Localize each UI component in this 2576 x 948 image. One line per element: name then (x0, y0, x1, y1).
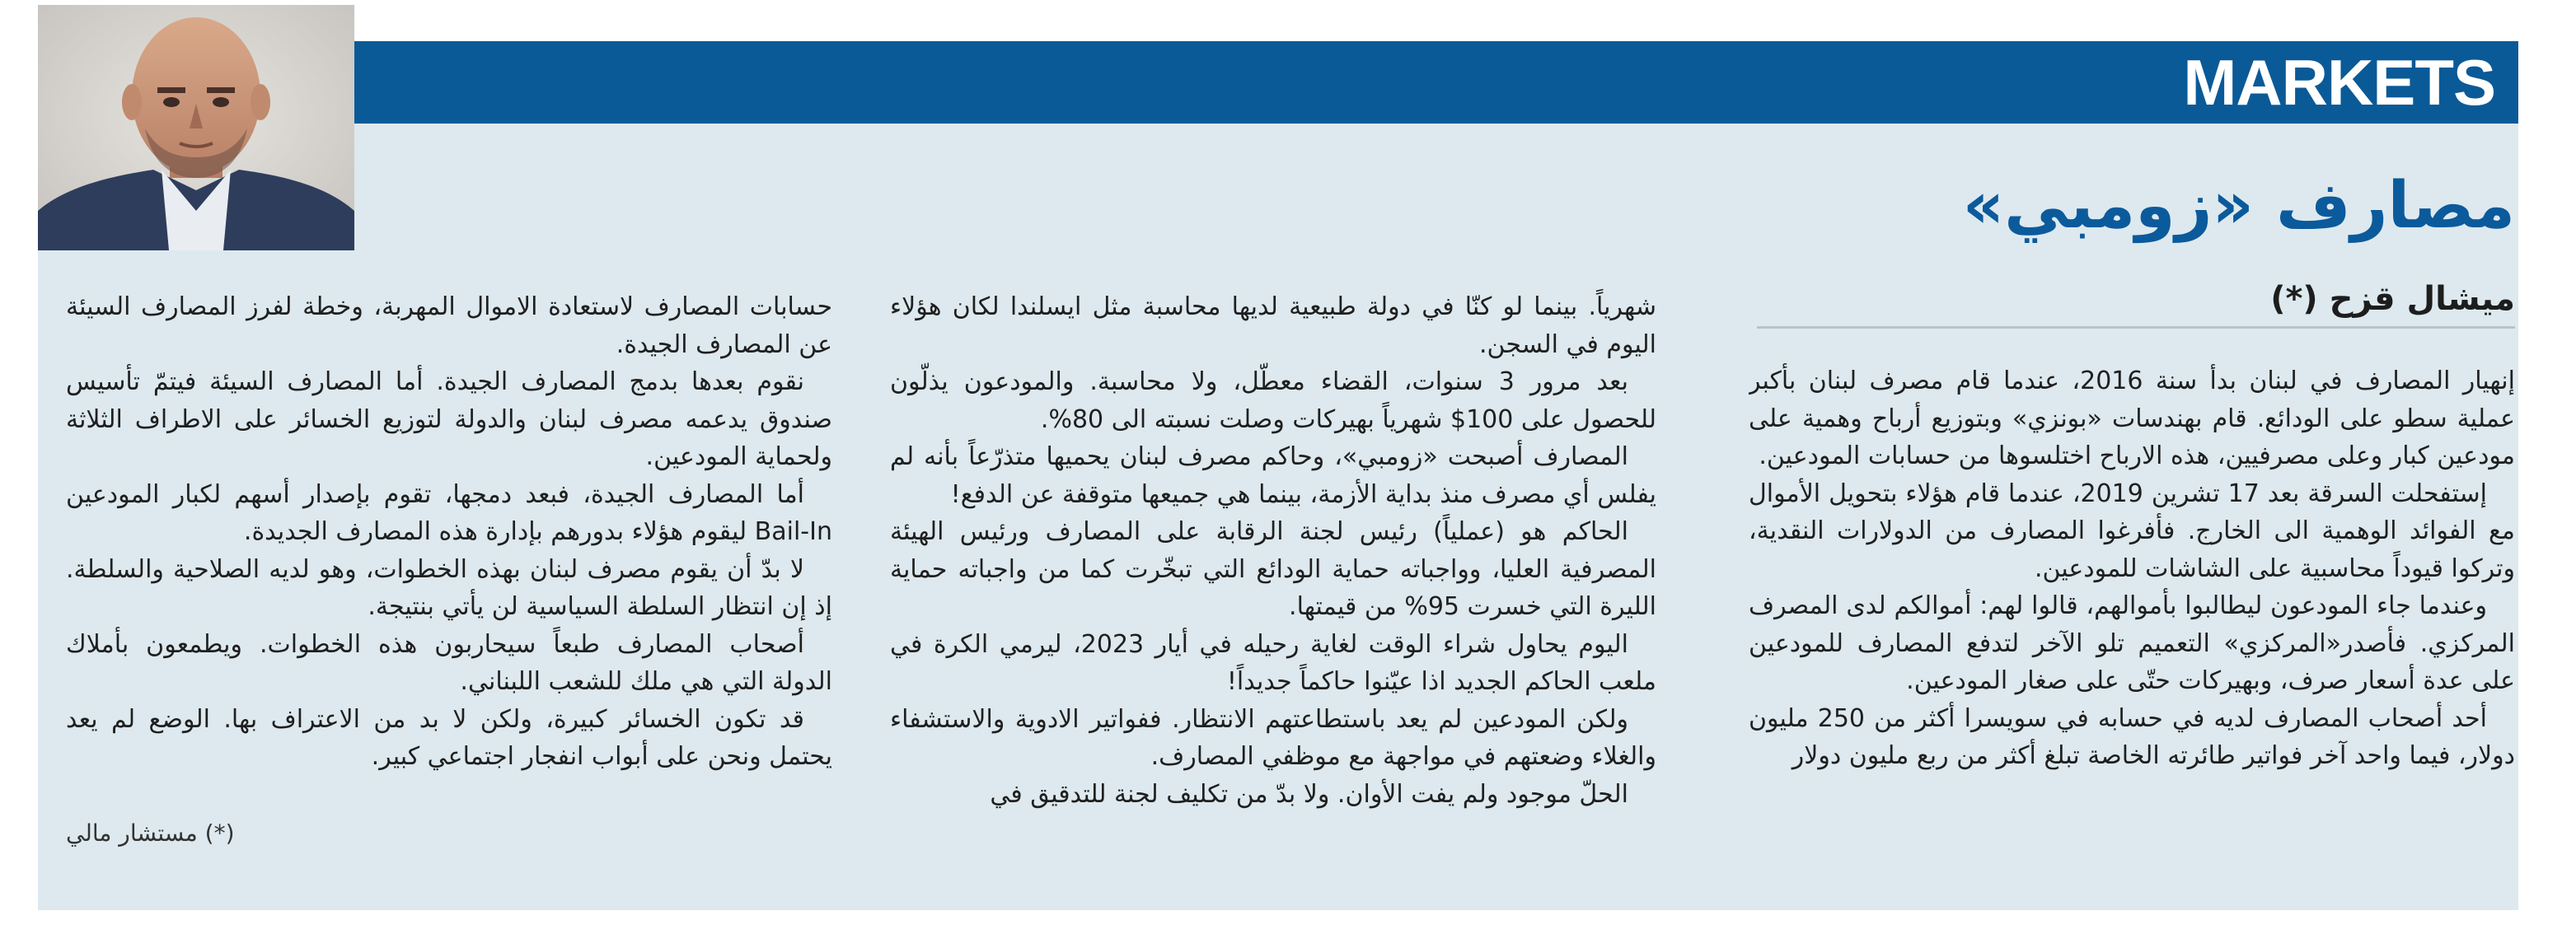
paragraph: إستفحلت السرقة بعد 17 تشرين 2019، عندما قام هؤلاء بتحويل الأموال مع الفوائد الوهمية الى الخارج. فأفرغوا المصارف من الدولارات النقدية، وتركوا قيوداً محاسبية على الشاشات للمودعين. (1749, 479, 2515, 583)
paragraph: أحد أصحاب المصارف لديه في حسابه في سويسرا أكثر من 250 مليون دولار، فيما واحد آخر فواتير طائرته الخاصة تبلغ أكثر من ربع مليون دولار (1749, 703, 2515, 770)
paragraph: الحلّ موجود ولم يفت الأوان. ولا بدّ من تكليف لجنة للتدقيق في (990, 779, 1628, 809)
headline: مصارف «زومبي» (1962, 169, 2515, 243)
paragraph: لا بدّ أن يقوم مصرف لبنان بهذه الخطوات، وهو لديه الصلاحية والسلطة. إذ إن انتظار السلطة السياسية لن يأتي بنتيجة. (66, 554, 832, 621)
paragraph: أما المصارف الجيدة، فبعد دمجها، تقوم بإصدار أسهم لكبار المودعين Bail-In ليقوم هؤلاء بدورهم بإدارة هذه المصارف الجديدة. (66, 479, 832, 546)
paragraph: أصحاب المصارف طبعاً سيحاربون هذه الخطوات. ويطمعون بأملاك الدولة التي هي ملك للشعب اللبناني. (66, 629, 832, 696)
author-footnote: (*) مستشار مالي (66, 820, 235, 847)
section-title: MARKETS (2183, 46, 2495, 119)
author-photo (38, 5, 354, 250)
article-column-2 (890, 288, 1656, 873)
paragraph: الحاكم هو (عملياً) رئيس لجنة الرقابة على المصارف ورئيس الهيئة المصرفية العليا، وواجباته حماية الودائع التي تبخّرت كما من واجباته حماية الليرة التي خسرت 95% من قيمتها. (890, 517, 1656, 621)
article-column-1 (1749, 362, 2515, 873)
byline: ميشال قزح (*) (1757, 280, 2515, 329)
paragraph: اليوم يحاول شراء الوقت لغاية رحيله في أيار 2023، ليرمي الكرة في ملعب الحاكم الجديد اذا عيّنوا حاكماً جديداً! (890, 629, 1656, 696)
author-portrait-icon (38, 5, 354, 250)
paragraph: حسابات المصارف لاستعادة الاموال المهربة، وخطة لفرز المصارف السيئة عن المصارف الجيدة. (66, 292, 832, 359)
paragraph: شهرياً. بينما لو كنّا في دولة طبيعية لديها محاسبة مثل ايسلندا لكان هؤلاء اليوم في السجن. (890, 292, 1656, 359)
paragraph: بعد مرور 3 سنوات، القضاء معطّل، ولا محاسبة. والمودعون يذلّون للحصول على 100$ شهرياً بهيركات وصلت نسبته الى 80%. (890, 367, 1656, 434)
paragraph: نقوم بعدها بدمج المصارف الجيدة. أما المصارف السيئة فيتمّ تأسيس صندوق يدعمه مصرف لبنان والدولة لتوزيع الخسائر على الاطراف الثلاثة ولحماية المودعين. (66, 367, 832, 471)
section-band (38, 41, 2518, 124)
article-column-3 (66, 288, 832, 799)
paragraph: إنهيار المصارف في لبنان بدأ سنة 2016، عندما قام مصرف لبنان بأكبر عملية سطو على الودائع. قام بهندسات «بونزي» وبتوزيع أرباح وهمية على مودعين كبار وعلى مصرفيين، هذه الارباح اختلسوها من حسابات المودعين. (1749, 367, 2515, 470)
paragraph: ولكن المودعين لم يعد باستطاعتهم الانتظار. ففواتير الادوية والاستشفاء والغلاء وضعتهم في مواجهة مع موظفي المصارف. (890, 704, 1656, 771)
paragraph: وعندما جاء المودعون ليطالبوا بأموالهم، قالوا لهم: أموالكم لدى المصرف المركزي. فأصدر«المركزي» التعميم تلو الآخر لتدفع المصارف للمودعين على عدة أسعار صرف، وبهيركات حتّى على صغار المودعين. (1749, 591, 2515, 695)
paragraph: قد تكون الخسائر كبيرة، ولكن لا بد من الاعتراف بها. الوضع لم يعد يحتمل ونحن على أبواب انفجار اجتماعي كبير. (66, 704, 832, 771)
paragraph: المصارف أصبحت «زومبي»، وحاكم مصرف لبنان يحميها متذرّعاً بأنه لم يفلس أي مصرف منذ بداية الأزمة، بينما هي جميعها متوقفة عن الدفع! (890, 442, 1656, 509)
